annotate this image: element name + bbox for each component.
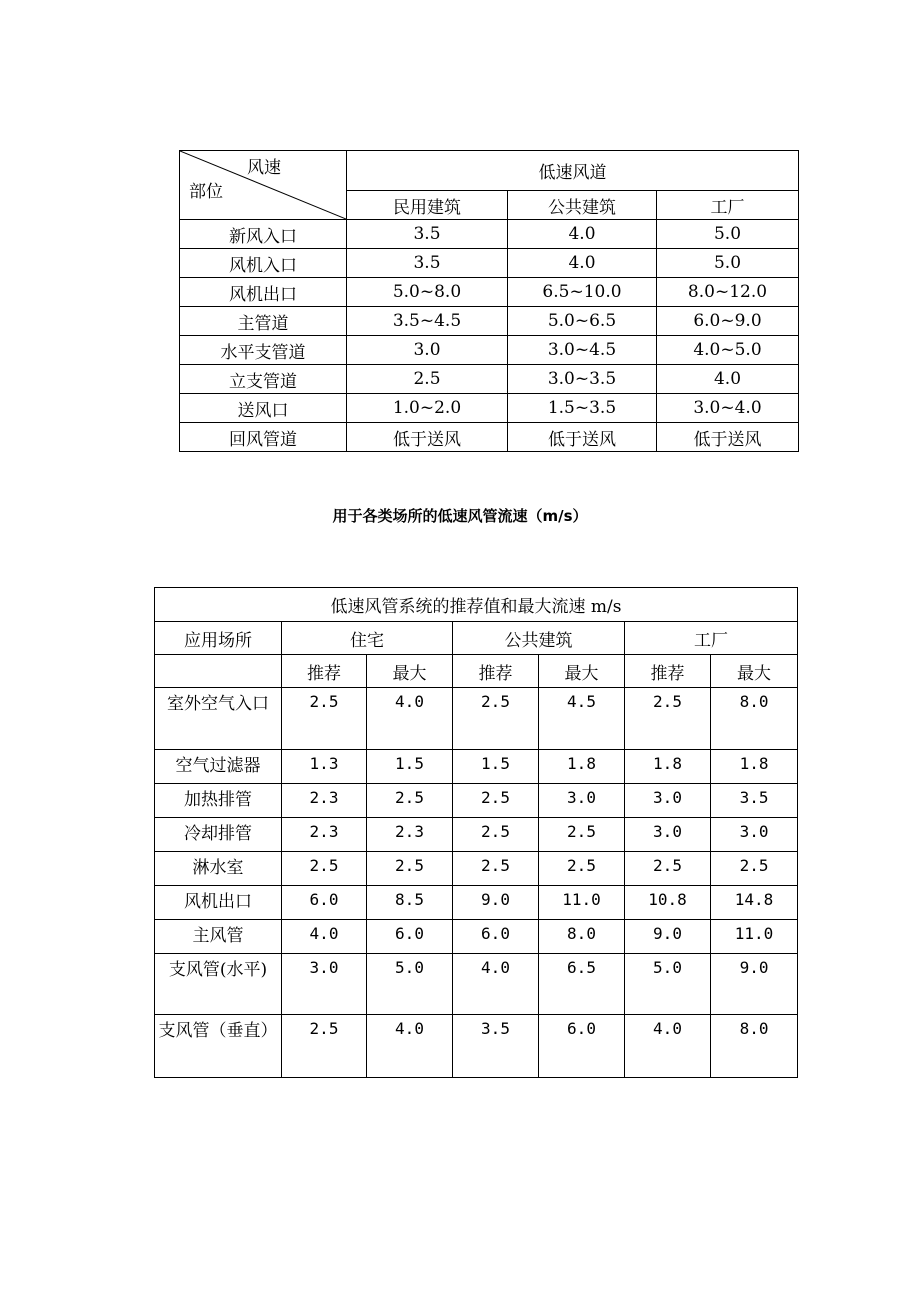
table-row <box>180 336 799 365</box>
corner-label-location: 部位 <box>189 182 223 202</box>
table-cell: 4.0 <box>508 220 657 249</box>
table-title: 低速风管系统的推荐值和最大流速 m/s <box>155 588 798 622</box>
sub-header: 推荐 <box>625 655 711 688</box>
table-cell: 5.0~8.0 <box>347 278 508 307</box>
table-cell: 1.0~2.0 <box>347 394 508 423</box>
recommended-velocity-table <box>154 587 798 1078</box>
sub-header: 推荐 <box>282 655 367 688</box>
table-row <box>155 886 798 920</box>
column-header: 工厂 <box>657 191 799 220</box>
table-cell: 3.0~3.5 <box>508 365 657 394</box>
row-label: 支风管（垂直） <box>155 1015 282 1078</box>
table-cell: 9.0 <box>453 886 539 920</box>
table-subheader-row <box>155 655 798 688</box>
table-cell: 1.8 <box>711 750 798 784</box>
table-row <box>155 954 798 1015</box>
table-cell: 5.0 <box>367 954 453 1015</box>
row-header: 应用场所 <box>155 622 282 655</box>
table-cell: 6.0 <box>453 920 539 954</box>
table-cell: 3.5 <box>453 1015 539 1078</box>
table-cell: 6.0~9.0 <box>657 307 799 336</box>
table-cell: 5.0 <box>657 249 799 278</box>
table-cell: 10.8 <box>625 886 711 920</box>
table-cell: 3.0~4.0 <box>657 394 799 423</box>
table-cell: 2.5 <box>367 784 453 818</box>
table-cell: 2.5 <box>453 818 539 852</box>
table-cell: 1.5~3.5 <box>508 394 657 423</box>
table-cell: 3.0 <box>625 818 711 852</box>
row-label: 风机出口 <box>155 886 282 920</box>
table-cell: 9.0 <box>711 954 798 1015</box>
table-row <box>155 688 798 750</box>
table-cell: 2.5 <box>625 688 711 750</box>
empty-cell <box>155 655 282 688</box>
diagonal-corner-cell <box>180 151 347 220</box>
table-cell: 4.0 <box>367 1015 453 1078</box>
table-cell: 14.8 <box>711 886 798 920</box>
table-cell: 3.0 <box>711 818 798 852</box>
sub-header: 最大 <box>539 655 625 688</box>
corner-label-velocity: 风速 <box>247 158 281 178</box>
table-cell: 11.0 <box>711 920 798 954</box>
table-cell: 2.5 <box>453 784 539 818</box>
table-cell: 4.0 <box>453 954 539 1015</box>
table-row <box>180 249 799 278</box>
sub-header: 最大 <box>711 655 798 688</box>
table-cell: 2.5 <box>453 688 539 750</box>
table-cell: 3.0 <box>347 336 508 365</box>
table-cell: 2.5 <box>282 688 367 750</box>
table-cell: 低于送风 <box>508 423 657 452</box>
row-label: 风机出口 <box>180 278 347 307</box>
table-cell: 1.3 <box>282 750 367 784</box>
table-row <box>180 307 799 336</box>
table-row <box>180 220 799 249</box>
table-cell: 6.0 <box>282 886 367 920</box>
row-label: 风机入口 <box>180 249 347 278</box>
table-cell: 2.3 <box>282 818 367 852</box>
table-cell: 1.8 <box>539 750 625 784</box>
table-cell: 4.0 <box>282 920 367 954</box>
table-cell: 5.0 <box>657 220 799 249</box>
table-cell: 2.5 <box>282 852 367 886</box>
table-cell: 2.3 <box>367 818 453 852</box>
table-cell: 3.0~4.5 <box>508 336 657 365</box>
row-label: 冷却排管 <box>155 818 282 852</box>
table-row <box>155 852 798 886</box>
table-cell: 2.5 <box>347 365 508 394</box>
duct-velocity-table <box>179 150 799 452</box>
table-cell: 1.5 <box>453 750 539 784</box>
table-cell: 4.0 <box>367 688 453 750</box>
table-row <box>180 365 799 394</box>
table-cell: 4.0 <box>508 249 657 278</box>
table-cell: 4.0~5.0 <box>657 336 799 365</box>
table-cell: 3.0 <box>539 784 625 818</box>
table-cell: 11.0 <box>539 886 625 920</box>
row-label: 加热排管 <box>155 784 282 818</box>
table-cell: 2.5 <box>539 852 625 886</box>
table-cell: 2.5 <box>539 818 625 852</box>
sub-header: 最大 <box>367 655 453 688</box>
group-header: 低速风道 <box>347 151 799 191</box>
table-cell: 2.5 <box>367 852 453 886</box>
group-header: 公共建筑 <box>453 622 625 655</box>
row-label: 送风口 <box>180 394 347 423</box>
group-header: 工厂 <box>625 622 798 655</box>
table-cell: 8.0~12.0 <box>657 278 799 307</box>
table-cell: 6.0 <box>539 1015 625 1078</box>
table-row <box>180 423 799 452</box>
row-label: 水平支管道 <box>180 336 347 365</box>
table-row <box>155 1015 798 1078</box>
row-label: 空气过滤器 <box>155 750 282 784</box>
table-cell: 2.5 <box>282 1015 367 1078</box>
table-cell: 1.5 <box>367 750 453 784</box>
table-cell: 5.0~6.5 <box>508 307 657 336</box>
table-header-row <box>155 622 798 655</box>
table-cell: 2.5 <box>711 852 798 886</box>
row-label: 主管道 <box>180 307 347 336</box>
table-row <box>155 920 798 954</box>
table-cell: 2.5 <box>625 852 711 886</box>
table-row <box>155 818 798 852</box>
table-cell: 2.3 <box>282 784 367 818</box>
table-cell: 3.0 <box>282 954 367 1015</box>
table-header-row <box>180 151 799 191</box>
table-row <box>180 278 799 307</box>
table-cell: 5.0 <box>625 954 711 1015</box>
table-cell: 3.5~4.5 <box>347 307 508 336</box>
table-cell: 4.0 <box>625 1015 711 1078</box>
table-cell: 4.5 <box>539 688 625 750</box>
row-label: 主风管 <box>155 920 282 954</box>
table-cell: 3.5 <box>347 249 508 278</box>
table-row <box>155 784 798 818</box>
row-label: 立支管道 <box>180 365 347 394</box>
table-cell: 低于送风 <box>657 423 799 452</box>
table-row <box>180 394 799 423</box>
table-cell: 3.5 <box>711 784 798 818</box>
table-title-row <box>155 588 798 622</box>
row-label: 室外空气入口 <box>155 688 282 750</box>
table-cell: 6.5~10.0 <box>508 278 657 307</box>
row-label: 淋水室 <box>155 852 282 886</box>
table-cell: 8.0 <box>711 1015 798 1078</box>
table-cell: 2.5 <box>453 852 539 886</box>
table-cell: 3.5 <box>347 220 508 249</box>
column-header: 民用建筑 <box>347 191 508 220</box>
table-cell: 9.0 <box>625 920 711 954</box>
row-label: 回风管道 <box>180 423 347 452</box>
table-caption: 用于各类场所的低速风管流速（m/s） <box>332 507 588 525</box>
row-label: 新风入口 <box>180 220 347 249</box>
table-cell: 低于送风 <box>347 423 508 452</box>
table-cell: 8.5 <box>367 886 453 920</box>
sub-header: 推荐 <box>453 655 539 688</box>
group-header: 住宅 <box>282 622 453 655</box>
row-label: 支风管(水平) <box>155 954 282 1015</box>
table-cell: 3.0 <box>625 784 711 818</box>
table-cell: 1.8 <box>625 750 711 784</box>
column-header: 公共建筑 <box>508 191 657 220</box>
table-cell: 6.0 <box>367 920 453 954</box>
table-cell: 6.5 <box>539 954 625 1015</box>
table-cell: 4.0 <box>657 365 799 394</box>
table-cell: 8.0 <box>539 920 625 954</box>
table-cell: 8.0 <box>711 688 798 750</box>
table-row <box>155 750 798 784</box>
